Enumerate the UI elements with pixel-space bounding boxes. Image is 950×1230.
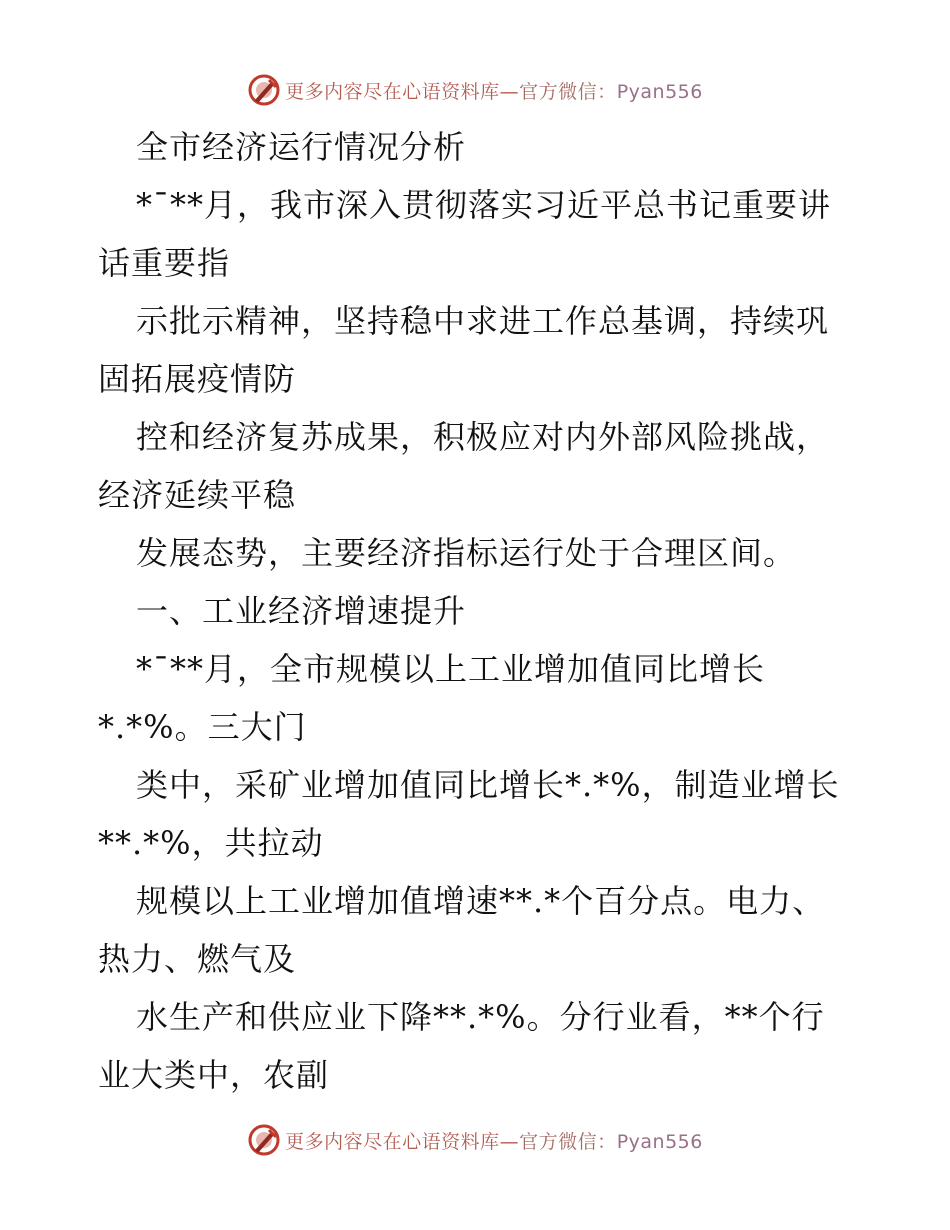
banner-main-text: 更多内容尽在心语资料库 <box>285 1130 500 1153</box>
banner-dash: — <box>499 1130 520 1153</box>
paragraph-line: *¯**月，全市规模以上工业增加值同比增长 <box>136 650 766 688</box>
banner-wechat-label: 官方微信： <box>519 80 617 103</box>
document-title: 全市经济运行情况分析 <box>136 128 467 166</box>
paragraph-line: 话重要指 <box>98 244 231 282</box>
paragraph-line: *.*%。三大门 <box>98 708 307 746</box>
section-heading: 一、工业经济增速提升 <box>136 592 467 630</box>
banner-dash: — <box>499 80 520 103</box>
paragraph-line: 规模以上工业增加值增速**.*个百分点。电力、 <box>136 882 826 920</box>
banner-text <box>285 77 703 104</box>
paragraph-line: *¯**月，我市深入贯彻落实习近平总书记重要讲 <box>136 186 832 224</box>
paragraph-line: 示批示精神，坚持稳中求进工作总基调，持续巩 <box>136 302 830 340</box>
paragraph-line: **.*%，共拉动 <box>98 824 324 862</box>
banner-wechat-id: Pyan556 <box>616 80 703 103</box>
paragraph-line: 热力、燃气及 <box>98 940 297 978</box>
pen-logo-icon <box>247 73 281 107</box>
paragraph-line: 类中，采矿业增加值同比增长*.*%，制造业增长 <box>136 766 840 804</box>
header-watermark-banner <box>0 70 950 110</box>
paragraph-line: 业大类中，农副 <box>98 1056 330 1094</box>
paragraph-line: 经济延续平稳 <box>98 476 297 514</box>
footer-watermark-banner <box>0 1120 950 1160</box>
banner-wechat-id: Pyan556 <box>616 1130 703 1153</box>
document-body <box>98 118 858 1104</box>
banner-text <box>285 1127 703 1154</box>
paragraph-line: 发展态势，主要经济指标运行处于合理区间。 <box>136 534 797 572</box>
banner-main-text: 更多内容尽在心语资料库 <box>285 80 500 103</box>
pen-logo-icon <box>247 1123 281 1157</box>
paragraph-line: 水生产和供应业下降**.*%。分行业看，**个行 <box>136 998 825 1036</box>
paragraph-line: 固拓展疫情防 <box>98 360 297 398</box>
banner-wechat-label: 官方微信： <box>519 1130 617 1153</box>
paragraph-line: 控和经济复苏成果，积极应对内外部风险挑战， <box>136 418 830 456</box>
